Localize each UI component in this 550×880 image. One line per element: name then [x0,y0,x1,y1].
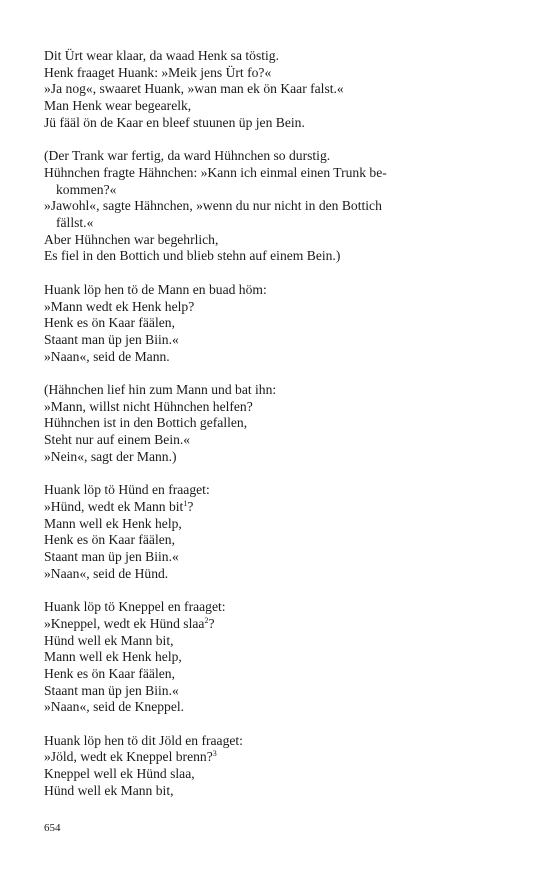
verse-line-continuation: kommen?« [56,181,117,197]
verse-text: ? [208,615,215,631]
verse-line: Henk es ön Kaar fäälen, [44,532,175,548]
verse-line: Henk fraaget Huank: »Meik jens Ürt fo?« [44,64,272,80]
verse-line: Jü fääl ön de Kaar en bleef stuunen üp jen Bein. [44,114,305,130]
stanza [44,599,464,716]
footnote-mark: 1 [183,498,188,508]
stanza [44,482,464,582]
verse-line: Huank löp hen tö dit Jöld en fraaget: [44,732,243,748]
verse-line: »Mann, willst nicht Hühnchen helfen? [44,398,253,414]
verse-line: Hünd well ek Mann bit, [44,632,174,648]
verse-line-continuation: fällst.« [56,215,94,231]
verse-line: »Naan«, seid de Mann. [44,348,170,364]
verse-line: Hühnchen fragte Hähnchen: »Kann ich einmal einen Trunk be- [44,164,387,180]
page-number: 654 [44,822,61,834]
verse-line: Hünd well ek Mann bit, [44,782,174,798]
verse-line: »Naan«, seid de Kneppel. [44,699,185,715]
verse-line: Staant man üp jen Biin.« [44,331,179,347]
stanza [44,282,464,366]
verse-line: Huank löp tö Hünd en fraaget: [44,482,210,498]
verse-line: Man Henk wear begearelk, [44,98,192,114]
footnote-mark: 2 [204,615,209,625]
verse-line: (Hähnchen lief hin zum Mann und bat ihn: [44,382,277,398]
stanza [44,382,464,466]
verse-line: Kneppel well ek Hünd slaa, [44,766,195,782]
verse-line: Staant man üp jen Biin.« [44,549,179,565]
verse-line: »Jawohl«, sagte Hähnchen, »wenn du nur nicht in den Bottich [44,198,382,214]
stanza [44,733,464,800]
verse-line: Es fiel in den Bottich und blieb stehn auf einem Bein.) [44,248,341,264]
verse-text: »Kneppel, wedt ek Hünd slaa [44,615,205,631]
verse-line [44,749,464,766]
stanza [44,148,464,265]
verse-line: »Naan«, seid de Hünd. [44,565,169,581]
verse-line: Dit Ürt wear klaar, da waad Henk sa töstig. [44,48,280,63]
verse-line: Steht nur auf einem Bein.« [44,432,191,448]
verse-line: Huank löp tö Kneppel en fraaget: [44,599,226,615]
verse-text: »Hünd, wedt ek Mann bit [44,498,184,514]
verse-line: »Mann wedt ek Henk help? [44,298,195,314]
verse-line: Mann well ek Henk help, [44,515,182,531]
stanza [44,48,464,132]
verse-line: »Nein«, sagt der Mann.) [44,448,177,464]
verse-line: »Ja nog«, swaaret Huank, »wan man ek ön Kaar falst.« [44,81,344,97]
verse-line: Hühnchen ist in den Bottich gefallen, [44,415,248,431]
verse-line [44,499,464,516]
verse-text: ? [187,498,194,514]
verse-text: »Jöld, wedt ek Kneppel brenn? [44,749,213,765]
verse-line [44,616,464,633]
verse-line: Mann well ek Henk help, [44,649,182,665]
verse-line: (Der Trank war fertig, da ward Hühnchen so durstig. [44,148,331,164]
verse-line: Henk es ön Kaar fäälen, [44,315,175,331]
poem-text [44,48,464,816]
footnote-mark: 3 [212,749,217,759]
verse-line: Staant man üp jen Biin.« [44,682,179,698]
verse-line: Aber Hühnchen war begehrlich, [44,231,219,247]
verse-line: Henk es ön Kaar fäälen, [44,665,175,681]
verse-line: Huank löp hen tö de Mann en buad höm: [44,281,267,297]
